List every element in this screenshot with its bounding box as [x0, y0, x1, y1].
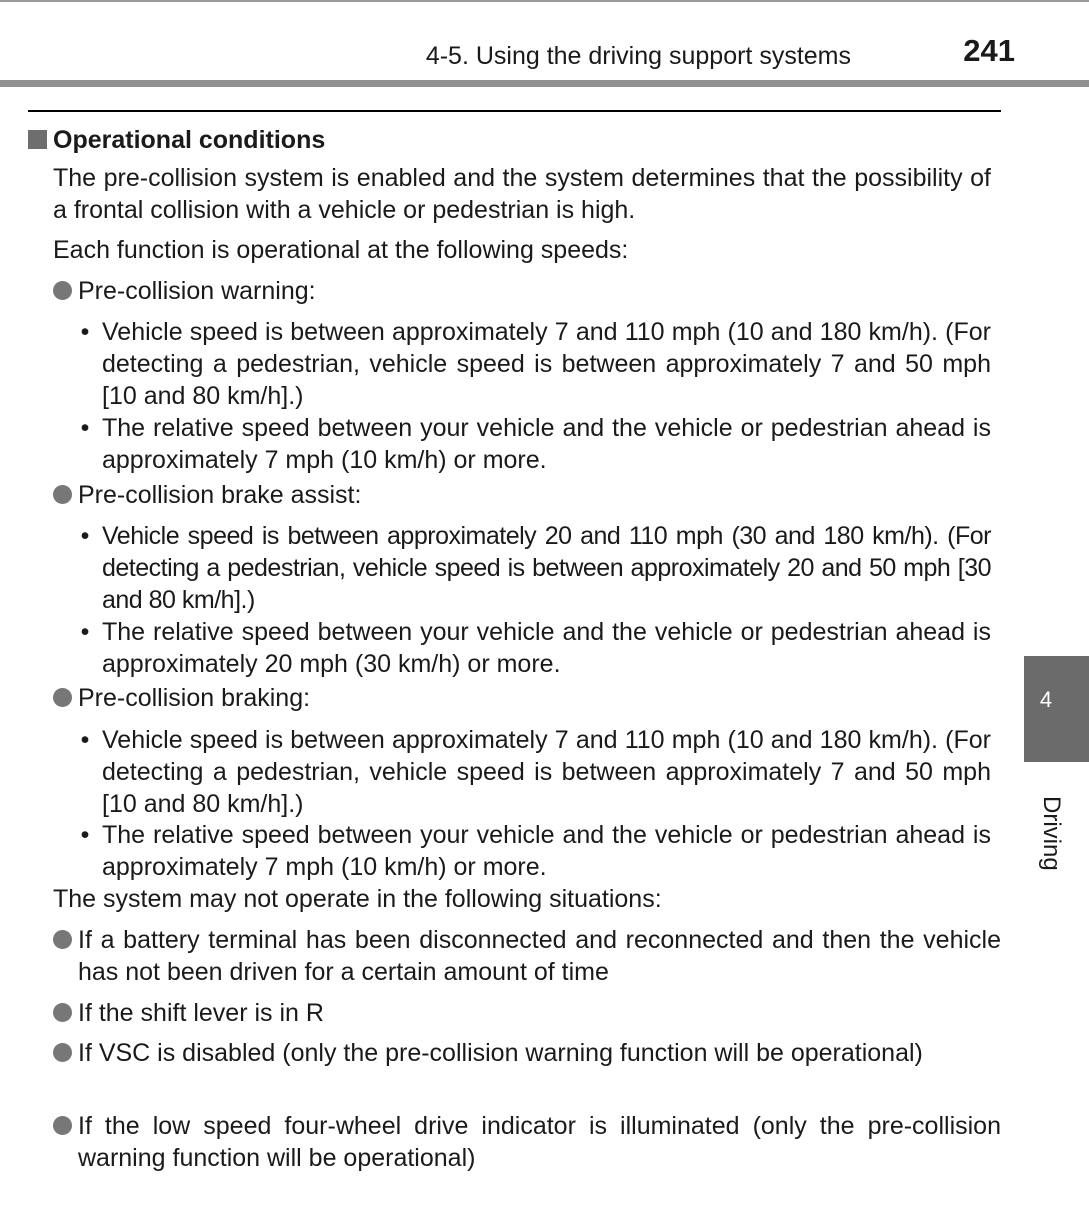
section-heading — [28, 123, 325, 157]
list-item — [79, 819, 991, 883]
bullet-icon: • — [80, 618, 90, 646]
list-item — [79, 616, 991, 680]
section-rule — [28, 110, 1001, 112]
speeds-intro: Each function is operational at the following speeds: — [53, 236, 629, 264]
function-title — [53, 682, 1001, 714]
function-title-text: Pre-collision warning: — [78, 277, 316, 305]
situation-item — [53, 1037, 1001, 1069]
not-operate-intro: The system may not operate in the following situations: — [53, 885, 662, 913]
round-bullet-icon — [53, 1116, 72, 1135]
bullet-icon: • — [80, 726, 90, 754]
situation-item — [53, 997, 1001, 1029]
bullet-icon: • — [80, 414, 90, 442]
chapter-tab-number: 4 — [1039, 687, 1053, 712]
list-item-text: The relative speed between your vehicle and the vehicle or pedestrian ahead is approximately 20 mph (30 km/h) or more. — [102, 618, 991, 678]
round-bullet-icon — [53, 485, 72, 504]
situation-text: If the shift lever is in R — [78, 999, 324, 1027]
list-item-text: Vehicle speed is between approximately 7 and 110 mph (10 and 180 km/h). (For detecting a pedestrian, vehicle speed is between approximately 7 and 50 mph [10 and 80 km/h].) — [102, 726, 991, 818]
chapter-tab-label: Driving — [1038, 796, 1065, 871]
list-item — [79, 316, 991, 412]
list-item — [79, 724, 991, 820]
function-title — [53, 479, 1001, 511]
bullet-icon: • — [80, 318, 90, 346]
list-item-text: Vehicle speed is between approximately 20 and 110 mph (30 and 180 km/h). (For detecting a pedestrian, vehicle speed is between approximately 20 and 50 mph [30 and 80 km/h].) — [102, 522, 991, 614]
function-title-text: Pre-collision braking: — [78, 684, 311, 712]
situation-text: If VSC is disabled (only the pre-collision warning function will be operational) — [78, 1039, 923, 1067]
situation-item — [53, 924, 1001, 988]
situation-text: If a battery terminal has been disconnected and reconnected and then the vehicle has not been driven for a certain amount of time — [78, 926, 1001, 986]
intro-paragraph: The pre-collision system is enabled and the system determines that the possibility of a frontal collision with a vehicle or pedestrian is high. — [53, 164, 991, 224]
heading-text: Operational conditions — [53, 126, 326, 154]
bullet-icon: • — [80, 821, 90, 849]
situation-text: If the low speed four-wheel drive indicator is illuminated (only the pre-collision warning function will be operational) — [78, 1112, 1001, 1172]
situation-item — [53, 1110, 1001, 1174]
list-item — [79, 412, 991, 476]
header-section-title: 4-5. Using the driving support systems — [425, 42, 851, 70]
list-item-text: The relative speed between your vehicle and the vehicle or pedestrian ahead is approximately 7 mph (10 km/h) or more. — [102, 414, 991, 474]
round-bullet-icon — [53, 688, 72, 707]
list-item-text: Vehicle speed is between approximately 7 and 110 mph (10 and 180 km/h). (For detecting a pedestrian, vehicle speed is between approximately 7 and 50 mph [10 and 80 km/h].) — [102, 318, 991, 410]
function-title-text: Pre-collision brake assist: — [78, 481, 362, 509]
header-bar — [0, 80, 1089, 87]
page-number: 241 — [963, 33, 1015, 68]
square-bullet-icon — [28, 130, 47, 149]
function-title — [53, 275, 1001, 307]
bullet-icon: • — [80, 522, 90, 550]
top-border-line — [0, 0, 1089, 2]
round-bullet-icon — [53, 281, 72, 300]
round-bullet-icon — [53, 930, 72, 949]
round-bullet-icon — [53, 1043, 72, 1062]
round-bullet-icon — [53, 1003, 72, 1022]
list-item-text: The relative speed between your vehicle and the vehicle or pedestrian ahead is approximately 7 mph (10 km/h) or more. — [102, 821, 991, 881]
list-item — [79, 520, 991, 616]
